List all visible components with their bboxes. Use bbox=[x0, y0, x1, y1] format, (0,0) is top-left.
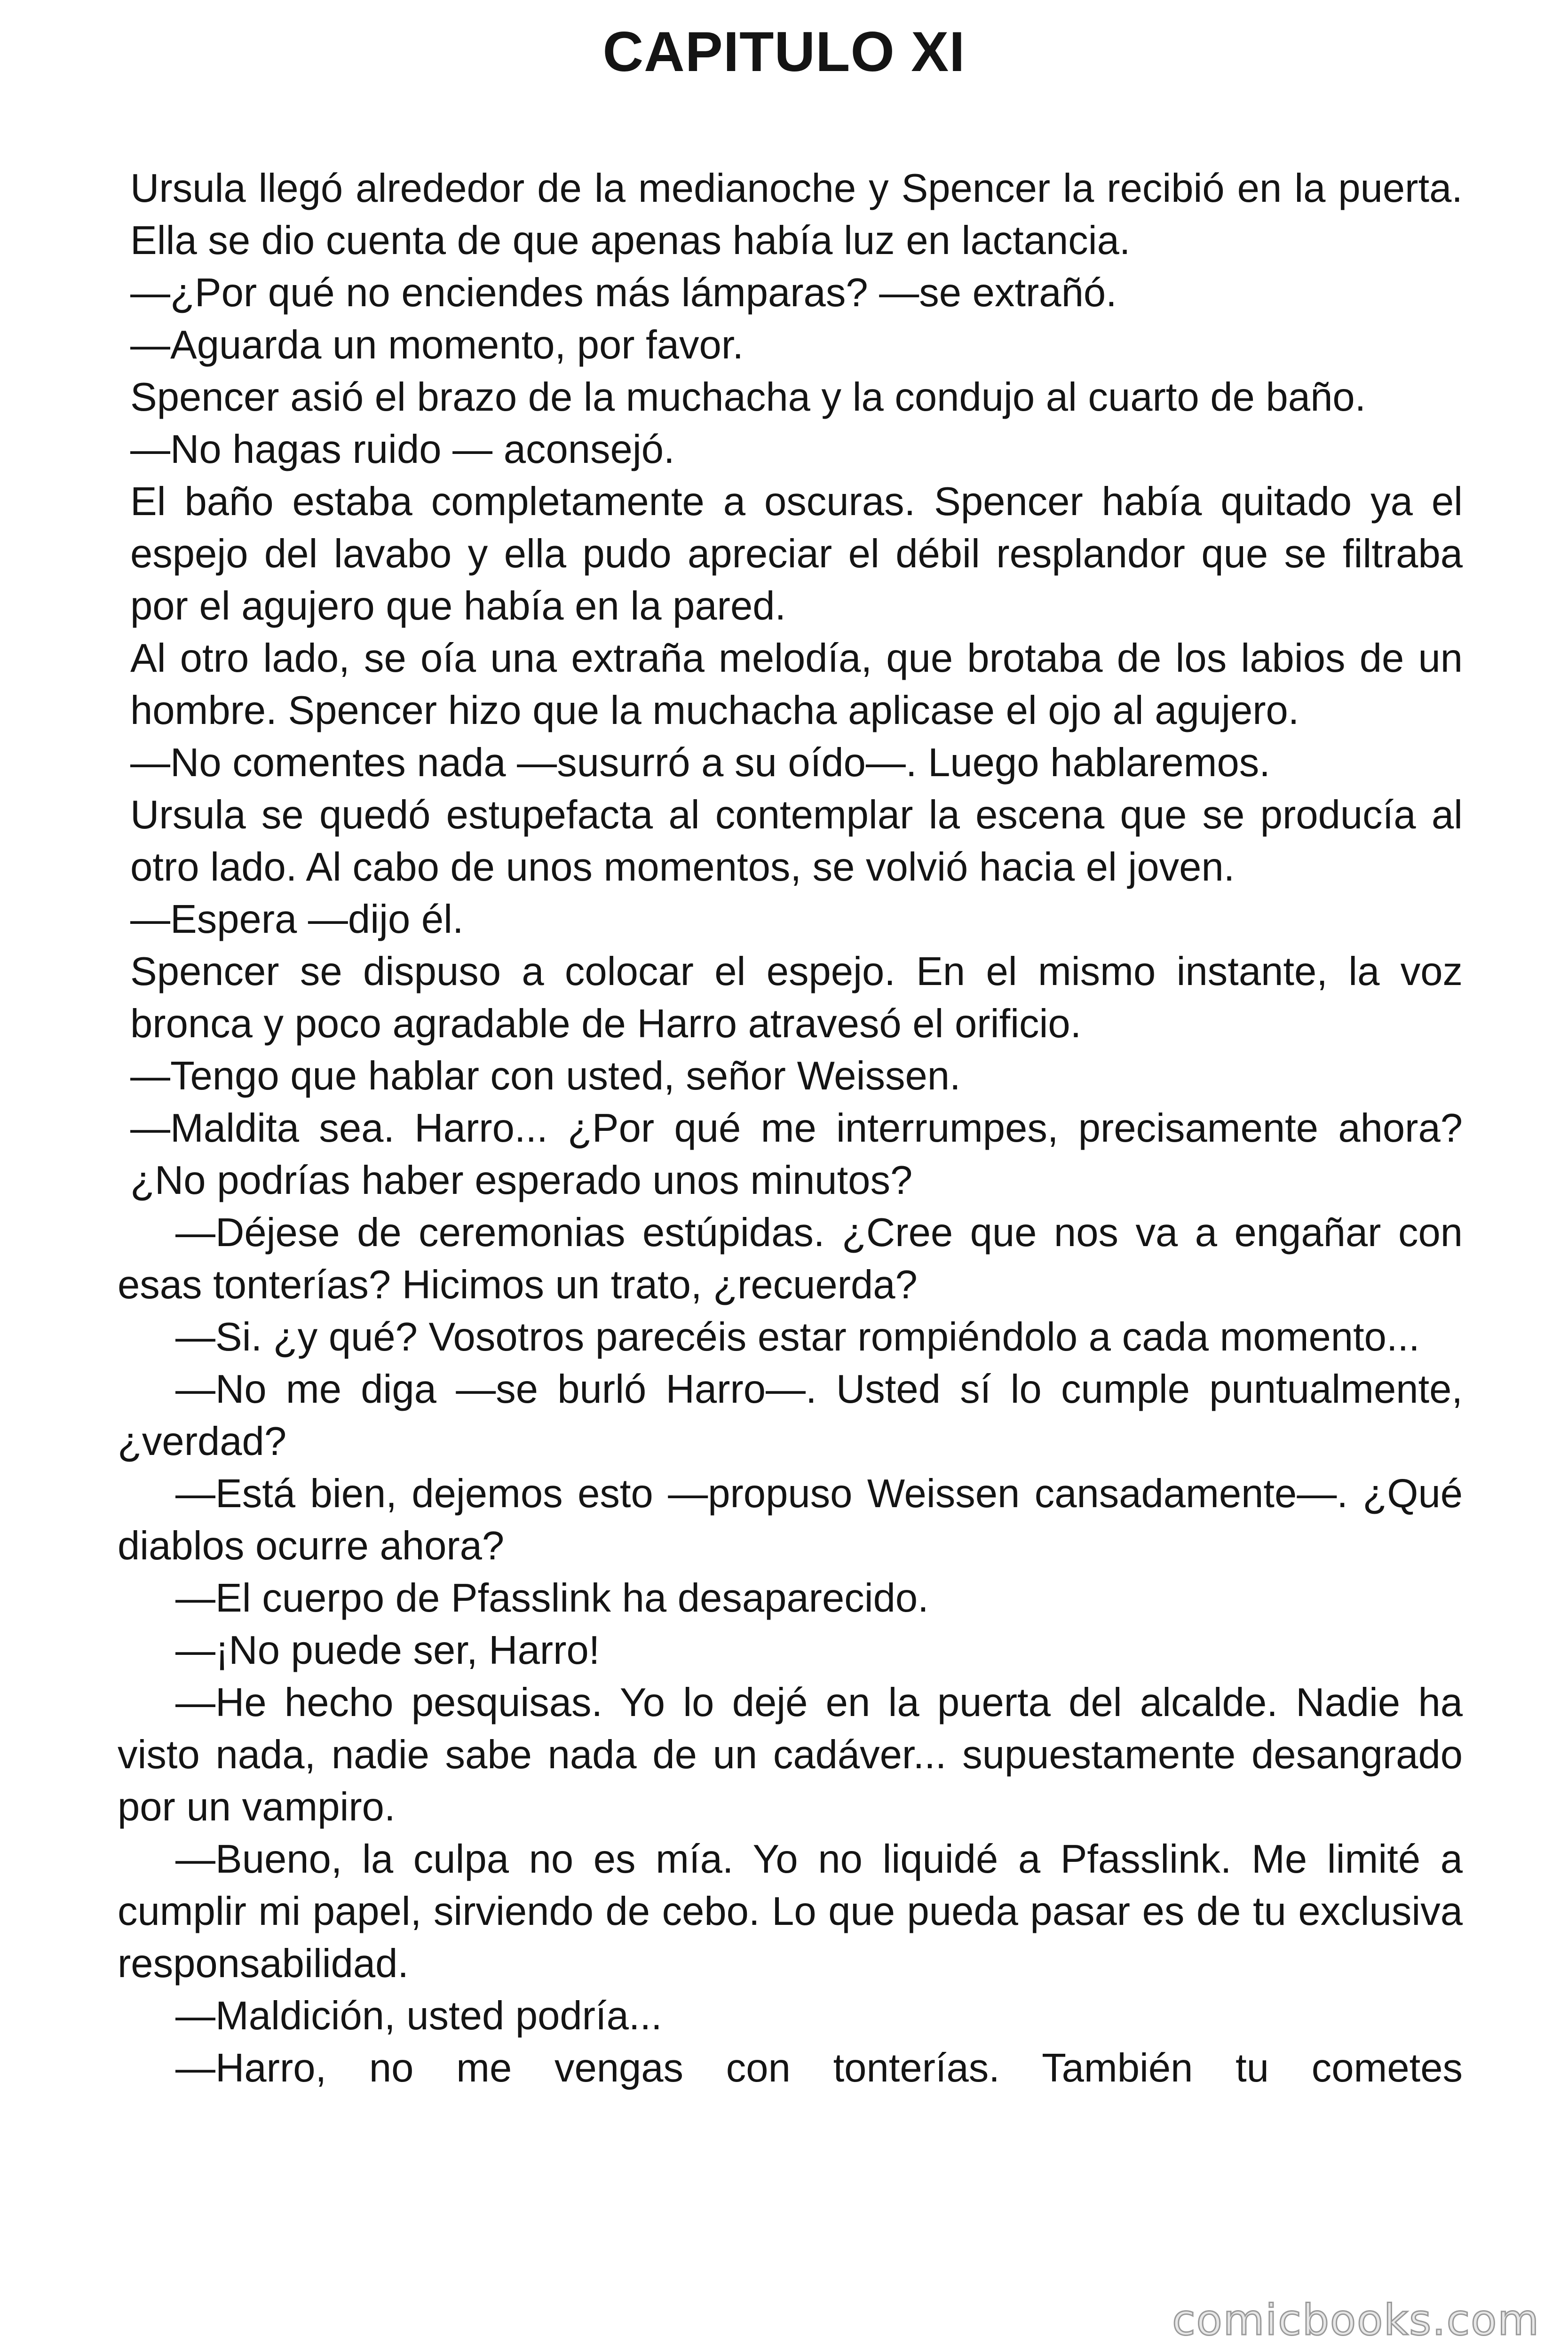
paragraph: —El cuerpo de Pfasslink ha desaparecido. bbox=[175, 1576, 929, 1621]
paragraph: —Maldita sea. Harro... ¿Por qué me interrumpes, precisamente ahora? ¿No podrías haber esperado unos minutos? bbox=[130, 1106, 1463, 1203]
paragraph: —Tengo que hablar con usted, señor Weissen. bbox=[130, 1054, 961, 1098]
paragraph: —Harro, no me vengas con tonterías. También tu cometes bbox=[175, 2046, 1463, 2090]
paragraph: —Espera —dijo él. bbox=[130, 897, 464, 942]
paragraph: —Bueno, la culpa no es mía. Yo no liquidé a Pfasslink. Me limité a cumplir mi papel, sirviendo de cebo. Lo que pueda pasar es de tu exclusiva responsabilidad. bbox=[118, 1837, 1463, 1986]
paragraph: El baño estaba completamente a oscuras. Spencer había quitado ya el espejo del lavabo y ella pudo apreciar el débil resplandor que se filtraba por el agujero que había en la pared. bbox=[130, 479, 1463, 628]
paragraph: —Maldición, usted podría... bbox=[175, 1994, 662, 2038]
paragraph: Ursula se quedó estupefacta al contemplar la escena que se producía al otro lado. Al cabo de unos momentos, se volvió hacia el joven. bbox=[130, 793, 1463, 890]
paragraph: —No me diga —se burló Harro—. Usted sí lo cumple puntualmente, ¿verdad? bbox=[118, 1367, 1463, 1464]
paragraph: —Aguarda un momento, por favor. bbox=[130, 323, 744, 367]
paragraph: —Si. ¿y qué? Vosotros parecéis estar rompiéndolo a cada momento... bbox=[175, 1315, 1420, 1359]
paragraph: —No hagas ruido — aconsejó. bbox=[130, 427, 675, 472]
paragraph: Spencer se dispuso a colocar el espejo. En el mismo instante, la voz bronca y poco agradable de Harro atravesó el orificio. bbox=[130, 949, 1463, 1046]
paragraph: Al otro lado, se oía una extraña melodía, que brotaba de los labios de un hombre. Spencer hizo que la muchacha aplicase el ojo al agujero. bbox=[130, 636, 1463, 733]
paragraph: —Está bien, dejemos esto —propuso Weissen cansadamente—. ¿Qué diablos ocurre ahora? bbox=[118, 1471, 1463, 1568]
watermark: comicbooks.com bbox=[1172, 2296, 1540, 2345]
paragraph: —¡No puede ser, Harro! bbox=[175, 1628, 600, 1673]
paragraph: —He hecho pesquisas. Yo lo dejé en la puerta del alcalde. Nadie ha visto nada, nadie sabe nada de un cadáver... supuestamente desangrado por un vampiro. bbox=[118, 1680, 1463, 1829]
chapter-body bbox=[118, 162, 1463, 2094]
paragraph: Ursula llegó alrededor de la medianoche y Spencer la recibió en la puerta. Ella se dio cuenta de que apenas había luz en lactancia. bbox=[130, 166, 1463, 263]
paragraph: —Déjese de ceremonias estúpidas. ¿Cree que nos va a engañar con esas tonterías? Hicimos un trato, ¿recuerda? bbox=[118, 1210, 1463, 1307]
paragraph: —No comentes nada —susurró a su oído—. Luego hablaremos. bbox=[130, 740, 1270, 785]
chapter-title: CAPITULO XI bbox=[602, 20, 966, 83]
paragraph: Spencer asió el brazo de la muchacha y la condujo al cuarto de baño. bbox=[130, 375, 1366, 420]
paragraph: —¿Por qué no enciendes más lámparas? —se extrañó. bbox=[130, 270, 1117, 315]
